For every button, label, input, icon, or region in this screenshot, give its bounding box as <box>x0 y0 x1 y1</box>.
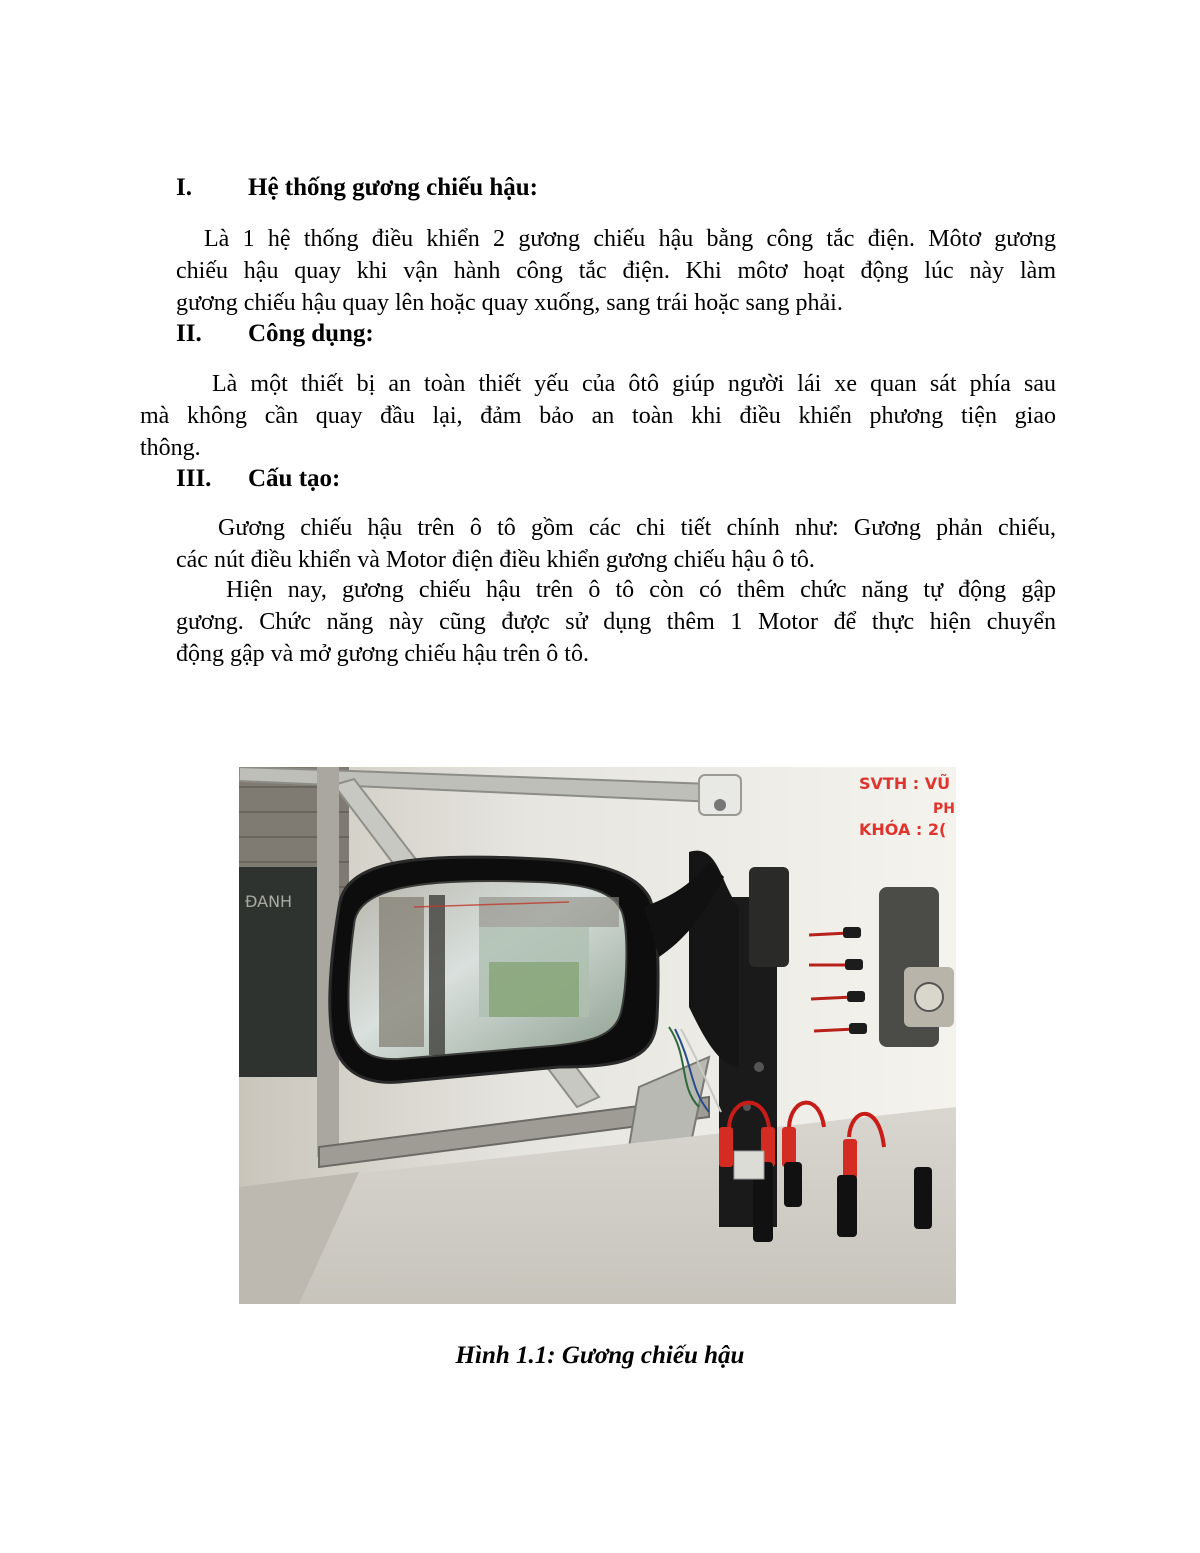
section-3-paragraph-2 <box>176 574 1056 670</box>
section-heading-2 <box>176 320 374 348</box>
section-number: II. <box>176 320 202 347</box>
figure-caption: Hình 1.1: Gương chiếu hậu <box>455 1342 745 1369</box>
paragraph-line: gương. Chức năng này cũng được sử dụng thêm 1 Motor để thực hiện chuyển <box>176 609 1056 635</box>
section-title: Hệ thống gương chiếu hậu: <box>248 174 539 201</box>
paragraph-line: Là 1 hệ thống điều khiển 2 gương chiếu hậu bằng công tắc điện. Môtơ gương <box>204 226 1056 252</box>
section-3-paragraph-1 <box>176 512 1056 576</box>
paragraph-line: Gương chiếu hậu trên ô tô gồm các chi tiết chính như: Gương phản chiếu, <box>218 515 1056 541</box>
paragraph-line: mà không cần quay đầu lại, đảm bảo an toàn khi điều khiển phương tiện giao <box>140 403 1056 429</box>
section-number: I. <box>176 174 192 201</box>
chalkboard-text: ĐANH <box>245 892 293 911</box>
section-1-paragraph <box>176 223 1056 319</box>
sign-line-1: SVTH : VŨ <box>859 774 951 793</box>
section-title: Cấu tạo: <box>248 465 341 492</box>
paragraph-line: Là một thiết bị an toàn thiết yếu của ôtô giúp người lái xe quan sát phía sau <box>212 371 1056 397</box>
paragraph-line: thông. <box>140 435 201 461</box>
paragraph-line: chiếu hậu quay khi vận hành công tắc điện. Khi môtơ hoạt động lúc này làm <box>176 258 1056 284</box>
mirror-photo <box>239 767 956 1304</box>
section-number: III. <box>176 465 212 492</box>
section-heading-1 <box>176 174 538 202</box>
section-2-paragraph <box>140 368 1056 464</box>
section-heading-3 <box>176 465 340 493</box>
paragraph-line: Hiện nay, gương chiếu hậu trên ô tô còn có thêm chức năng tự động gập <box>226 577 1056 603</box>
paragraph-line: các nút điều khiển và Motor điện điều khiển gương chiếu hậu ô tô. <box>176 547 815 573</box>
mirror-photo-illustration <box>239 767 956 1304</box>
sign-line-2: PH <box>933 801 955 817</box>
paragraph-line: gương chiếu hậu quay lên hoặc quay xuống, sang trái hoặc sang phải. <box>176 290 843 316</box>
paragraph-line: động gập và mở gương chiếu hậu trên ô tô. <box>176 641 589 667</box>
sign-line-3: KHÓA : 2( <box>859 820 947 839</box>
section-title: Công dụng: <box>248 320 374 347</box>
